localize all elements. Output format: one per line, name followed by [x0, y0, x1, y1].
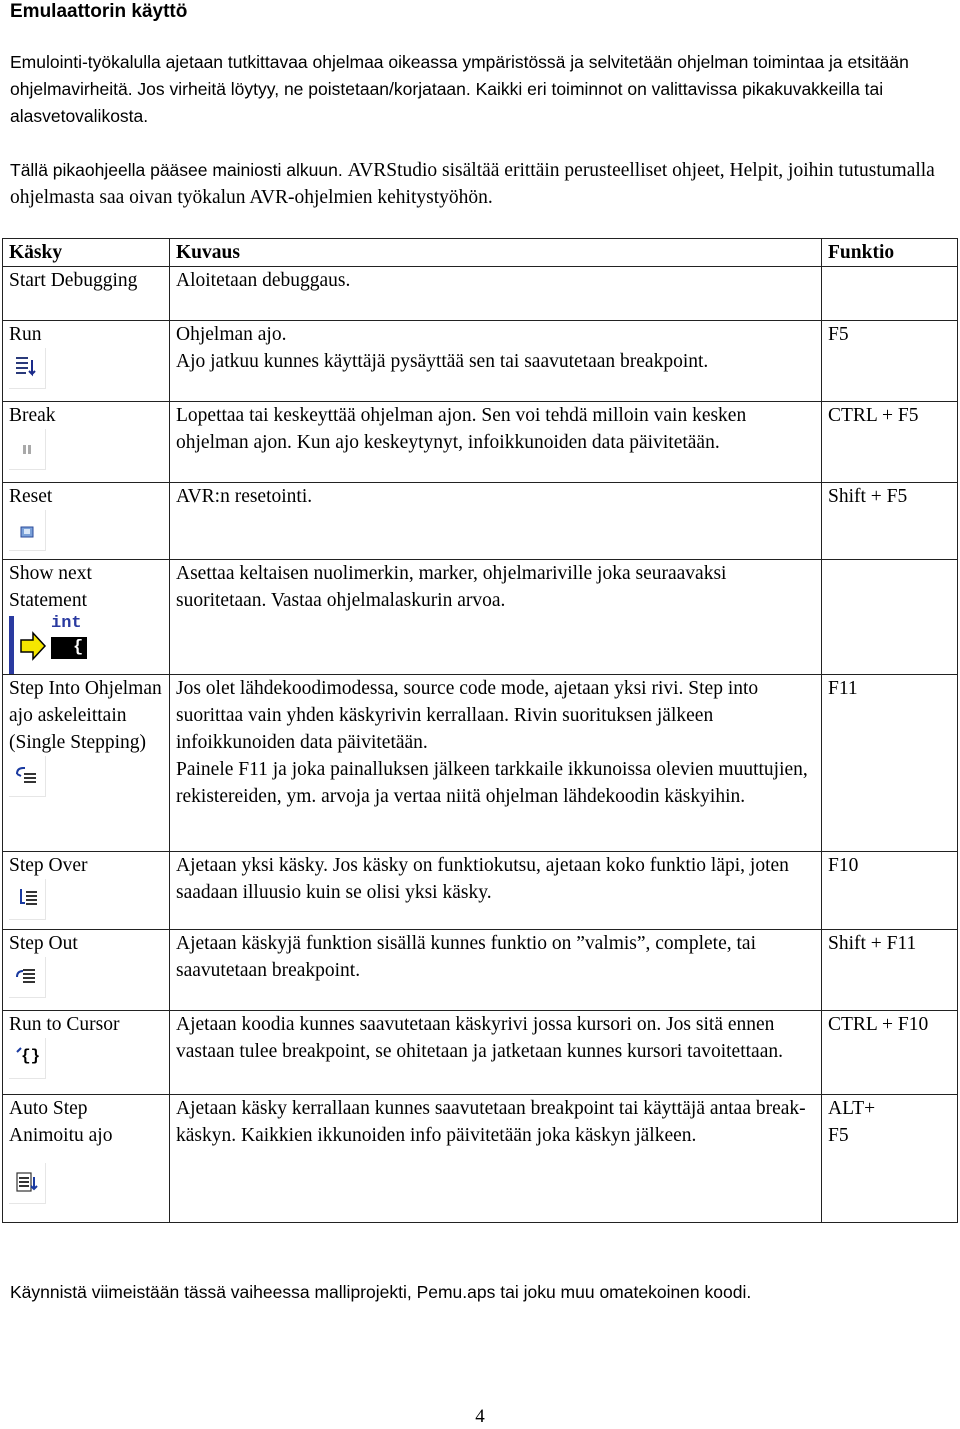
command-label: Auto Step Animoitu ajo [9, 1098, 113, 1146]
command-cell [3, 930, 170, 1011]
reset-icon [9, 510, 46, 551]
function-cell: Shift + F5 [822, 483, 958, 560]
table-row [3, 930, 958, 1011]
command-label: Show next Statement [9, 563, 92, 611]
table-row [3, 321, 958, 402]
page-number: 4 [475, 1406, 485, 1427]
footer-text: Käynnistä viimeistään tässä vaiheessa malliprojekti, Pemu.aps tai joku muu omatekoinen koodi. [10, 1282, 752, 1302]
intro-paragraph-1: Emulointi-työkalulla ajetaan tutkittavaa ohjelmaa oikeassa ympäristössä ja selvitetään ohjelman toimintaa ja etsitään ohjelmavirheitä. Jos virheitä löytyy, ne poistetaan/korjataan. Kaikki eri toiminnot on valittavissa pikakuvakkeilla tai alasvetovalikosta. [10, 52, 909, 126]
command-cell [3, 267, 170, 321]
command-label: Break [9, 405, 56, 426]
function-cell [822, 267, 958, 321]
command-table [2, 238, 958, 1223]
description-cell [170, 321, 822, 402]
icon-code-text: int [51, 614, 82, 633]
table-row [3, 852, 958, 930]
command-label: Reset [9, 486, 53, 507]
command-cell [3, 560, 170, 675]
description-cell: AVR:n resetointi. [170, 483, 822, 560]
table-row [3, 483, 958, 560]
command-label: Run [9, 324, 42, 345]
description-text: Ohjelman ajo. Ajo jatkuu kunnes käyttäjä pysäyttää sen tai saavutetaan breakpoint. [176, 324, 709, 372]
function-cell [822, 560, 958, 675]
step-out-icon [9, 957, 46, 998]
run-icon [9, 348, 46, 389]
run-to-cursor-glyph: {} [21, 1047, 41, 1065]
header-function: Funktio [822, 239, 958, 267]
description-cell: Aloitetaan debuggaus. [170, 267, 822, 321]
icon-code-brace: { [73, 638, 84, 657]
description-cell: Ajetaan koodia kunnes saavutetaan käskyrivi jossa kursori on. Jos sitä ennen vastaan tulee breakpoint, se ohitetaan ja jatketaan kunnes kursori tavoitettaan. [170, 1011, 822, 1095]
intro-paragraph-2 [10, 157, 950, 211]
function-cell: F11 [822, 675, 958, 852]
table-row [3, 267, 958, 321]
pause-icon [9, 429, 46, 470]
description-text: Jos olet lähdekoodimodessa, source code mode, ajetaan yksi rivi. Step into suorittaa vain yhden käskyrivin kerrallaan. Rivin suorituksen jälkeen infoikkunoiden data päivitetään. Painele F11 ja joka painalluksen jälkeen tarkkaile ikkunoissa olevien muuttujien, rekistereiden, ym. arvoja ja vertaa niitä ohjelman lähdekoodin käskyihin. [176, 678, 808, 807]
function-cell: F5 [822, 321, 958, 402]
command-cell [3, 675, 170, 852]
run-to-cursor-icon [9, 1038, 46, 1079]
function-cell: Shift + F11 [822, 930, 958, 1011]
command-label: Step Out [9, 933, 78, 954]
intro-paragraph-2-start: Tällä pikaohjeella pääsee mainiosti alkuun. [10, 160, 348, 180]
table-header-row [3, 239, 958, 267]
command-cell [3, 402, 170, 483]
table-row [3, 1095, 958, 1223]
table-row [3, 1011, 958, 1095]
description-cell: Asettaa keltaisen nuolimerkin, marker, ohjelmariville joka seuraavaksi suoritetaan. Vastaa ohjelmalaskurin arvoa. [170, 560, 822, 675]
command-cell [3, 1011, 170, 1095]
table-row [3, 560, 958, 675]
auto-step-icon [9, 1163, 46, 1204]
table-row [3, 402, 958, 483]
command-label: Step Into Ohjelman ajo askeleittain (Single Stepping) [9, 678, 162, 753]
function-cell: CTRL + F10 [822, 1011, 958, 1095]
description-cell: Ajetaan käskyjä funktion sisällä kunnes funktio on ”valmis”, complete, tai saavutetaan breakpoint. [170, 930, 822, 1011]
function-cell [822, 1095, 958, 1223]
command-cell [3, 1095, 170, 1223]
command-label: Step Over [9, 855, 88, 876]
command-label: Run to Cursor [9, 1014, 120, 1035]
function-text: ALT+ F5 [828, 1098, 876, 1146]
intro-paragraph-2-rest: AVRStudio sisältää erittäin perusteelliset ohjeet, Helpit, joihin tutustumalla ohjelmasta saa oivan työkalun AVR-ohjelmien kehitystyöhön. [10, 160, 935, 208]
step-into-icon [9, 756, 46, 797]
header-description: Kuvaus [170, 239, 822, 267]
command-cell [3, 852, 170, 930]
description-cell [170, 675, 822, 852]
table-row [3, 675, 958, 852]
function-cell: CTRL + F5 [822, 402, 958, 483]
description-cell: Ajetaan yksi käsky. Jos käsky on funktiokutsu, ajetaan koko funktio läpi, joten saadaan illuusio kuin se olisi yksi käsky. [170, 852, 822, 930]
description-cell: Ajetaan käsky kerrallaan kunnes saavutetaan breakpoint tai käyttäjä antaa break-käskyn. Kaikkien ikkunoiden info päivitetään joka käskyn jälkeen. [170, 1095, 822, 1223]
next-statement-icon [9, 616, 89, 674]
page-title: Emulaattorin käyttö [10, 1, 188, 22]
command-cell [3, 483, 170, 560]
description-cell: Lopettaa tai keskeyttää ohjelman ajon. Sen voi tehdä milloin vain kesken ohjelman ajon. Kun ajo keskeytynyt, infoikkunoiden data päivitetään. [170, 402, 822, 483]
command-label: Start Debugging [9, 270, 138, 291]
step-over-icon [9, 879, 46, 920]
function-cell: F10 [822, 852, 958, 930]
command-cell [3, 321, 170, 402]
header-command: Käsky [3, 239, 170, 267]
